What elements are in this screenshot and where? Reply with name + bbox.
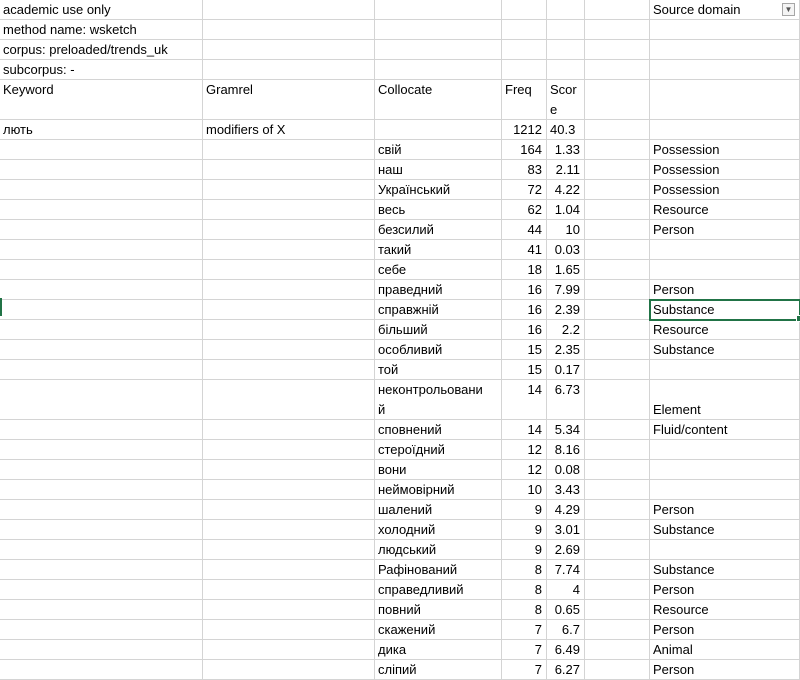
collocate-text: стероїдний bbox=[378, 442, 445, 457]
freq-cell[interactable]: 44 bbox=[502, 220, 547, 240]
filter-dropdown-icon[interactable]: ▼ bbox=[782, 3, 795, 16]
cell[interactable] bbox=[585, 140, 650, 160]
collocate-cell[interactable] bbox=[375, 220, 502, 240]
freq-cell[interactable]: 7 bbox=[502, 640, 547, 660]
collocate-text: себе bbox=[378, 262, 407, 277]
score-cell[interactable]: 2.35 bbox=[547, 340, 585, 360]
cell[interactable] bbox=[203, 540, 375, 560]
score-cell[interactable]: 1.04 bbox=[547, 200, 585, 220]
score-cell[interactable]: 0.65 bbox=[547, 600, 585, 620]
freq-cell[interactable]: 1212 bbox=[502, 120, 547, 140]
cell[interactable] bbox=[203, 620, 375, 640]
cell[interactable] bbox=[0, 440, 203, 460]
cell[interactable] bbox=[585, 300, 650, 320]
collocate-cell[interactable] bbox=[375, 380, 502, 420]
cell[interactable] bbox=[585, 460, 650, 480]
cell[interactable] bbox=[0, 580, 203, 600]
freq-cell[interactable]: 16 bbox=[502, 300, 547, 320]
cell[interactable] bbox=[585, 120, 650, 140]
score-cell[interactable]: 6.27 bbox=[547, 660, 585, 680]
collocate-text: неконтрольовани bbox=[378, 382, 483, 397]
score-cell[interactable]: 2.69 bbox=[547, 540, 585, 560]
cell[interactable] bbox=[375, 60, 502, 80]
source-domain-cell[interactable] bbox=[650, 480, 800, 500]
source-domain-cell[interactable] bbox=[650, 240, 800, 260]
source-domain-cell[interactable]: Resource bbox=[650, 200, 800, 220]
gramrel-cell[interactable]: modifiers of X bbox=[203, 120, 375, 140]
cell[interactable] bbox=[0, 600, 203, 620]
cell[interactable] bbox=[585, 40, 650, 60]
cell[interactable] bbox=[650, 80, 800, 120]
collocate-cell[interactable] bbox=[375, 640, 502, 660]
cell[interactable] bbox=[585, 260, 650, 280]
cell[interactable] bbox=[502, 0, 547, 20]
cell[interactable] bbox=[203, 320, 375, 340]
cell[interactable] bbox=[0, 160, 203, 180]
source-domain-cell[interactable]: Element bbox=[650, 380, 800, 420]
cell[interactable] bbox=[203, 660, 375, 680]
cell[interactable] bbox=[0, 620, 203, 640]
cell[interactable] bbox=[585, 520, 650, 540]
cell[interactable] bbox=[585, 180, 650, 200]
score-cell[interactable]: 5.34 bbox=[547, 420, 585, 440]
score-cell[interactable]: 4 bbox=[547, 580, 585, 600]
freq-cell[interactable]: 62 bbox=[502, 200, 547, 220]
source-domain-cell[interactable] bbox=[650, 460, 800, 480]
collocate-text: повний bbox=[378, 602, 421, 617]
cell[interactable] bbox=[0, 320, 203, 340]
collocate-cell[interactable] bbox=[375, 300, 502, 320]
cell[interactable] bbox=[203, 280, 375, 300]
freq-cell[interactable]: 83 bbox=[502, 160, 547, 180]
cell[interactable] bbox=[0, 640, 203, 660]
cell[interactable] bbox=[203, 500, 375, 520]
collocate-cell[interactable] bbox=[375, 180, 502, 200]
collocate-text: сліпий bbox=[378, 662, 417, 677]
cell[interactable] bbox=[375, 0, 502, 20]
cell[interactable] bbox=[0, 240, 203, 260]
cell[interactable] bbox=[203, 600, 375, 620]
source-domain-header[interactable]: Source domain bbox=[650, 0, 800, 20]
collocate-text: Український bbox=[378, 182, 451, 197]
cell[interactable] bbox=[203, 340, 375, 360]
source-domain-cell[interactable]: Possession bbox=[650, 160, 800, 180]
gramrel-header[interactable]: Gramrel bbox=[203, 80, 375, 120]
cell[interactable] bbox=[585, 80, 650, 120]
cell[interactable] bbox=[0, 260, 203, 280]
score-cell[interactable]: 0.03 bbox=[547, 240, 585, 260]
collocate-text: безсилий bbox=[378, 222, 434, 237]
meta-cell[interactable]: subcorpus: - bbox=[0, 60, 203, 80]
collocate-text: справедливий bbox=[378, 582, 464, 597]
source-domain-cell[interactable]: Person bbox=[650, 280, 800, 300]
source-domain-cell[interactable]: Person bbox=[650, 500, 800, 520]
score-cell[interactable]: 6.73 bbox=[547, 380, 585, 420]
collocate-cell[interactable] bbox=[375, 280, 502, 300]
freq-cell[interactable]: 41 bbox=[502, 240, 547, 260]
cell[interactable] bbox=[585, 420, 650, 440]
collocate-text: людський bbox=[378, 542, 437, 557]
cell[interactable] bbox=[203, 180, 375, 200]
collocate-text: більший bbox=[378, 322, 428, 337]
score-cell[interactable]: 1.33 bbox=[547, 140, 585, 160]
cell[interactable] bbox=[0, 360, 203, 380]
cell[interactable] bbox=[585, 600, 650, 620]
freq-cell[interactable]: 164 bbox=[502, 140, 547, 160]
cell[interactable] bbox=[203, 520, 375, 540]
collocate-cell[interactable] bbox=[375, 620, 502, 640]
freq-cell[interactable]: 72 bbox=[502, 180, 547, 200]
cell[interactable] bbox=[203, 140, 375, 160]
collocate-text: справжній bbox=[378, 302, 439, 317]
collocate-text: скажений bbox=[378, 622, 436, 637]
cell[interactable] bbox=[0, 140, 203, 160]
cell[interactable] bbox=[203, 440, 375, 460]
cell[interactable] bbox=[203, 160, 375, 180]
cell[interactable] bbox=[650, 120, 800, 140]
collocate-text: вони bbox=[378, 462, 407, 477]
score-header-line1: Scor bbox=[550, 82, 577, 97]
score-cell[interactable]: 3.43 bbox=[547, 480, 585, 500]
collocate-cell[interactable] bbox=[375, 420, 502, 440]
source-domain-cell[interactable]: Animal bbox=[650, 640, 800, 660]
source-domain-cell[interactable]: Person bbox=[650, 220, 800, 240]
cell[interactable] bbox=[547, 40, 585, 60]
collocate-cell[interactable] bbox=[375, 540, 502, 560]
keyword-header[interactable]: Keyword bbox=[0, 80, 203, 120]
cell[interactable] bbox=[203, 20, 375, 40]
score-cell[interactable]: 4.22 bbox=[547, 180, 585, 200]
collocate-text: свій bbox=[378, 142, 402, 157]
cell[interactable] bbox=[585, 0, 650, 20]
collocate-cell[interactable] bbox=[375, 580, 502, 600]
score-header-line2: e bbox=[550, 102, 558, 117]
collocate-cell[interactable] bbox=[375, 520, 502, 540]
score-cell[interactable]: 6.49 bbox=[547, 640, 585, 660]
collocate-cell[interactable] bbox=[375, 160, 502, 180]
cell[interactable] bbox=[585, 320, 650, 340]
score-cell[interactable]: 40.3 bbox=[547, 120, 585, 140]
cell[interactable] bbox=[0, 200, 203, 220]
collocate-cell[interactable] bbox=[375, 140, 502, 160]
collocate-text: дика bbox=[378, 642, 407, 657]
cell[interactable] bbox=[0, 460, 203, 480]
score-cell[interactable]: 6.7 bbox=[547, 620, 585, 640]
cell[interactable] bbox=[0, 660, 203, 680]
score-cell[interactable]: 0.17 bbox=[547, 360, 585, 380]
cell[interactable] bbox=[650, 40, 800, 60]
freq-cell[interactable]: 7 bbox=[502, 660, 547, 680]
cell[interactable] bbox=[0, 500, 203, 520]
cell[interactable] bbox=[375, 120, 502, 140]
cell[interactable] bbox=[203, 380, 375, 420]
collocate-text: той bbox=[378, 362, 399, 377]
freq-cell[interactable]: 8 bbox=[502, 580, 547, 600]
freq-cell[interactable]: 9 bbox=[502, 540, 547, 560]
source-domain-cell[interactable] bbox=[650, 260, 800, 280]
collocate-text: особливий bbox=[378, 342, 443, 357]
score-cell[interactable]: 7.99 bbox=[547, 280, 585, 300]
freq-header[interactable]: Freq bbox=[502, 80, 547, 120]
freq-cell[interactable]: 14 bbox=[502, 420, 547, 440]
collocate-cell[interactable] bbox=[375, 460, 502, 480]
cell[interactable] bbox=[0, 300, 203, 320]
score-cell[interactable]: 2.39 bbox=[547, 300, 585, 320]
cell[interactable] bbox=[502, 60, 547, 80]
freq-cell[interactable]: 8 bbox=[502, 560, 547, 580]
score-cell[interactable]: 4.29 bbox=[547, 500, 585, 520]
collocate-text: праведний bbox=[378, 282, 443, 297]
cell[interactable] bbox=[203, 0, 375, 20]
source-domain-cell[interactable]: Possession bbox=[650, 140, 800, 160]
freq-cell[interactable]: 12 bbox=[502, 460, 547, 480]
cell[interactable] bbox=[0, 540, 203, 560]
collocate-text-wrap: й bbox=[378, 402, 386, 417]
collocate-cell[interactable] bbox=[375, 660, 502, 680]
cell[interactable] bbox=[203, 40, 375, 60]
collocate-text: Рафінований bbox=[378, 562, 458, 577]
score-cell[interactable]: 2.2 bbox=[547, 320, 585, 340]
cell[interactable] bbox=[547, 60, 585, 80]
keyword-cell[interactable]: лють bbox=[0, 120, 203, 140]
freq-cell[interactable]: 16 bbox=[502, 320, 547, 340]
score-cell[interactable]: 10 bbox=[547, 220, 585, 240]
cell[interactable] bbox=[203, 580, 375, 600]
cell[interactable] bbox=[375, 20, 502, 40]
cell[interactable] bbox=[585, 560, 650, 580]
score-cell[interactable]: 7.74 bbox=[547, 560, 585, 580]
cell[interactable] bbox=[585, 440, 650, 460]
cell[interactable] bbox=[650, 60, 800, 80]
cell[interactable] bbox=[585, 160, 650, 180]
source-domain-cell[interactable]: Possession bbox=[650, 180, 800, 200]
cell[interactable] bbox=[585, 480, 650, 500]
cell[interactable] bbox=[585, 380, 650, 420]
freq-cell[interactable]: 9 bbox=[502, 500, 547, 520]
cell[interactable] bbox=[203, 480, 375, 500]
cell[interactable] bbox=[585, 280, 650, 300]
cell[interactable] bbox=[585, 540, 650, 560]
score-cell[interactable]: 0.08 bbox=[547, 460, 585, 480]
collocate-cell[interactable] bbox=[375, 240, 502, 260]
meta-cell[interactable]: academic use only bbox=[0, 0, 203, 20]
source-domain-cell[interactable]: Substance bbox=[650, 560, 800, 580]
collocate-text: холодний bbox=[378, 522, 436, 537]
source-domain-cell[interactable]: Person bbox=[650, 620, 800, 640]
collocate-header[interactable]: Collocate bbox=[375, 80, 502, 120]
cell[interactable] bbox=[375, 40, 502, 60]
cell[interactable] bbox=[502, 40, 547, 60]
cell[interactable] bbox=[203, 360, 375, 380]
cell[interactable] bbox=[585, 200, 650, 220]
cell[interactable] bbox=[0, 380, 203, 420]
source-domain-cell[interactable]: Resource bbox=[650, 600, 800, 620]
cell[interactable] bbox=[502, 20, 547, 40]
cell[interactable] bbox=[0, 220, 203, 240]
freq-cell[interactable]: 7 bbox=[502, 620, 547, 640]
source-domain-cell[interactable]: Fluid/content bbox=[650, 420, 800, 440]
collocate-text: неймовірний bbox=[378, 482, 455, 497]
cell[interactable] bbox=[0, 520, 203, 540]
score-cell[interactable]: 2.11 bbox=[547, 160, 585, 180]
freq-cell[interactable]: 8 bbox=[502, 600, 547, 620]
cell[interactable] bbox=[203, 420, 375, 440]
cell[interactable] bbox=[203, 300, 375, 320]
collocate-text: такий bbox=[378, 242, 412, 257]
collocate-text: сповнений bbox=[378, 422, 442, 437]
cell[interactable] bbox=[0, 480, 203, 500]
cell[interactable] bbox=[0, 340, 203, 360]
source-domain-cell[interactable] bbox=[650, 360, 800, 380]
collocate-text: наш bbox=[378, 162, 403, 177]
cell[interactable] bbox=[585, 620, 650, 640]
cell[interactable] bbox=[203, 260, 375, 280]
freq-cell[interactable]: 9 bbox=[502, 520, 547, 540]
cell[interactable] bbox=[650, 20, 800, 40]
source-domain-cell[interactable] bbox=[650, 540, 800, 560]
cell[interactable] bbox=[547, 0, 585, 20]
collocate-text: весь bbox=[378, 202, 406, 217]
collocate-cell[interactable] bbox=[375, 500, 502, 520]
collocate-cell[interactable] bbox=[375, 480, 502, 500]
cell[interactable] bbox=[203, 220, 375, 240]
score-cell[interactable]: 1.65 bbox=[547, 260, 585, 280]
source-domain-cell[interactable]: Substance bbox=[650, 520, 800, 540]
cell[interactable] bbox=[203, 200, 375, 220]
fill-handle[interactable] bbox=[796, 315, 800, 322]
collocate-cell[interactable] bbox=[375, 440, 502, 460]
cell[interactable] bbox=[585, 240, 650, 260]
cell[interactable] bbox=[585, 360, 650, 380]
meta-cell[interactable]: method name: wsketch bbox=[0, 20, 203, 40]
freq-cell[interactable]: 10 bbox=[502, 480, 547, 500]
cell[interactable] bbox=[585, 220, 650, 240]
collocate-text: шалений bbox=[378, 502, 433, 517]
cell[interactable] bbox=[585, 20, 650, 40]
collocate-cell[interactable] bbox=[375, 200, 502, 220]
freq-cell[interactable]: 12 bbox=[502, 440, 547, 460]
source-domain-cell[interactable]: Resource bbox=[650, 320, 800, 340]
score-cell[interactable]: 3.01 bbox=[547, 520, 585, 540]
cell[interactable] bbox=[585, 640, 650, 660]
collocate-cell[interactable] bbox=[375, 600, 502, 620]
cell[interactable] bbox=[0, 280, 203, 300]
cell[interactable] bbox=[585, 500, 650, 520]
cell[interactable] bbox=[0, 180, 203, 200]
cell[interactable] bbox=[203, 60, 375, 80]
cell[interactable] bbox=[547, 20, 585, 40]
source-domain-cell[interactable]: Substance bbox=[650, 340, 800, 360]
collocate-cell[interactable] bbox=[375, 260, 502, 280]
source-domain-cell[interactable]: Person bbox=[650, 660, 800, 680]
row-selection-marker bbox=[0, 298, 2, 316]
cell[interactable] bbox=[585, 660, 650, 680]
collocate-cell[interactable] bbox=[375, 320, 502, 340]
freq-cell[interactable]: 16 bbox=[502, 280, 547, 300]
cell[interactable] bbox=[203, 460, 375, 480]
cell[interactable] bbox=[0, 420, 203, 440]
source-domain-cell[interactable]: Person bbox=[650, 580, 800, 600]
score-cell[interactable]: 8.16 bbox=[547, 440, 585, 460]
score-header[interactable] bbox=[547, 80, 585, 120]
cell[interactable] bbox=[203, 560, 375, 580]
collocate-cell[interactable] bbox=[375, 340, 502, 360]
source-domain-cell[interactable]: Substance bbox=[650, 300, 800, 320]
source-domain-cell[interactable] bbox=[650, 440, 800, 460]
cell[interactable] bbox=[585, 580, 650, 600]
cell[interactable] bbox=[203, 240, 375, 260]
freq-cell[interactable]: 15 bbox=[502, 360, 547, 380]
cell[interactable] bbox=[585, 340, 650, 360]
cell[interactable] bbox=[203, 640, 375, 660]
freq-cell[interactable]: 14 bbox=[502, 380, 547, 420]
cell[interactable] bbox=[0, 560, 203, 580]
collocate-cell[interactable] bbox=[375, 560, 502, 580]
collocate-cell[interactable] bbox=[375, 360, 502, 380]
freq-cell[interactable]: 18 bbox=[502, 260, 547, 280]
cell[interactable] bbox=[585, 60, 650, 80]
freq-cell[interactable]: 15 bbox=[502, 340, 547, 360]
meta-cell[interactable]: corpus: preloaded/trends_uk bbox=[0, 40, 203, 60]
